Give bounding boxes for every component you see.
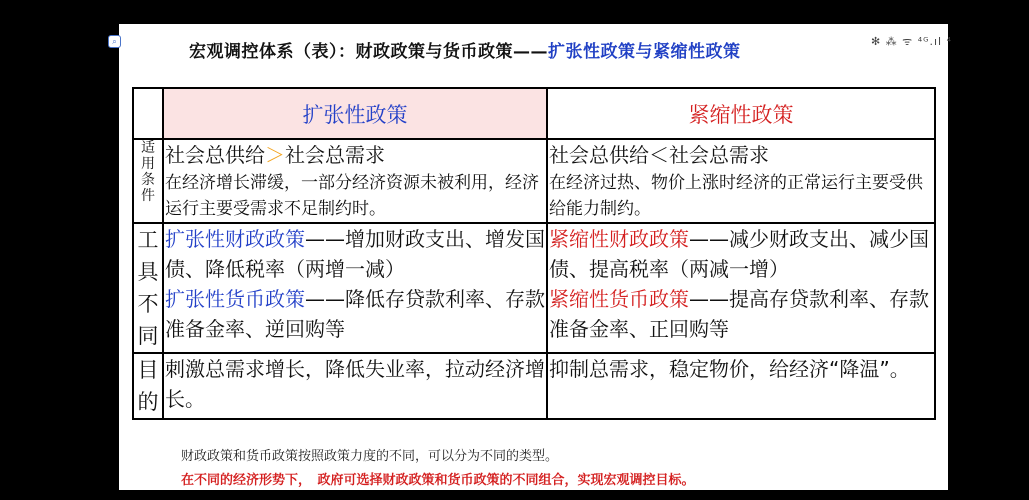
con-fiscal-desc: ——减少财政支出、减少国债、提高税率（两减一增） (549, 227, 929, 281)
con-fiscal (549, 224, 933, 284)
row-tools (133, 223, 935, 353)
row-label-applicable: 适用条件 (133, 139, 163, 223)
con-condition: 社会总供给＜社会总需求 (549, 143, 769, 167)
corner-cell (133, 88, 163, 139)
exp-fiscal-desc: ——增加财政支出、增发国债、降低税率（两增一减） (165, 227, 545, 281)
cell-exp-goal: 刺激总需求增长，降低失业率，拉动经济增长。 (163, 353, 547, 419)
cell-con-applicable (547, 139, 935, 223)
slide (112, 24, 952, 490)
con-fiscal-name: 紧缩性财政政策 (549, 227, 689, 251)
header-row (133, 88, 935, 139)
exp-fiscal-name: 扩张性财政政策 (165, 227, 305, 251)
exp-fiscal (165, 224, 545, 284)
exp-condition-a: 社会总供给 (165, 143, 265, 167)
cell-exp-tools (163, 223, 547, 353)
header-expansionary: 扩张性政策 (163, 88, 547, 139)
title-highlight: 扩张性政策与紧缩性政策 (548, 42, 741, 62)
exp-monetary-desc: ——降低存贷款利率、存款准备金率、逆回购等 (165, 287, 545, 341)
con-monetary (549, 284, 933, 344)
row-label-tools: 工具不同 (133, 223, 163, 353)
row-applicable (133, 139, 935, 223)
exp-condition (165, 140, 545, 170)
greater-than-symbol: ＞ (265, 143, 285, 167)
cell-exp-applicable (163, 139, 547, 223)
title-main: 宏观调控体系（表）：财政政策与货币政策—— (189, 42, 548, 62)
con-monetary-name: 紧缩性货币政策 (549, 287, 689, 311)
con-monetary-desc: ——提高存贷款利率、存款准备金率、正回购等 (549, 287, 929, 341)
slide-title (189, 37, 741, 62)
exp-monetary (165, 284, 545, 344)
row-goal (133, 353, 935, 419)
exp-monetary-name: 扩张性货币政策 (165, 287, 305, 311)
status-bar: ✻ ⁂ ᯤ ⁴ᴳ.ıl ⁴ (870, 35, 952, 48)
cell-con-goal: 抑制总需求，稳定物价，给经济“降温”。 (547, 353, 935, 419)
cell-con-tools (547, 223, 935, 353)
footer-note: 财政政策和货币政策按照政策力度的不同，可以分为不同的类型。 (181, 449, 559, 464)
policy-table (132, 87, 936, 420)
footer-highlight: 在不同的经济形势下， 政府可选择财政政策和货币政策的不同组合，实现宏观调控目标。 (181, 473, 695, 488)
scan-icon[interactable]: ⌕ (108, 35, 121, 48)
header-contractionary: 紧缩性政策 (547, 88, 935, 139)
con-condition-desc: 在经济过热、物价上涨时经济的正常运行主要受供给能力制约。 (549, 173, 923, 219)
exp-condition-b: 社会总需求 (285, 143, 385, 167)
row-label-goal: 目的 (133, 353, 163, 419)
exp-condition-desc: 在经济增长滞缓，一部分经济资源未被利用，经济运行主要受需求不足制约时。 (165, 173, 539, 219)
